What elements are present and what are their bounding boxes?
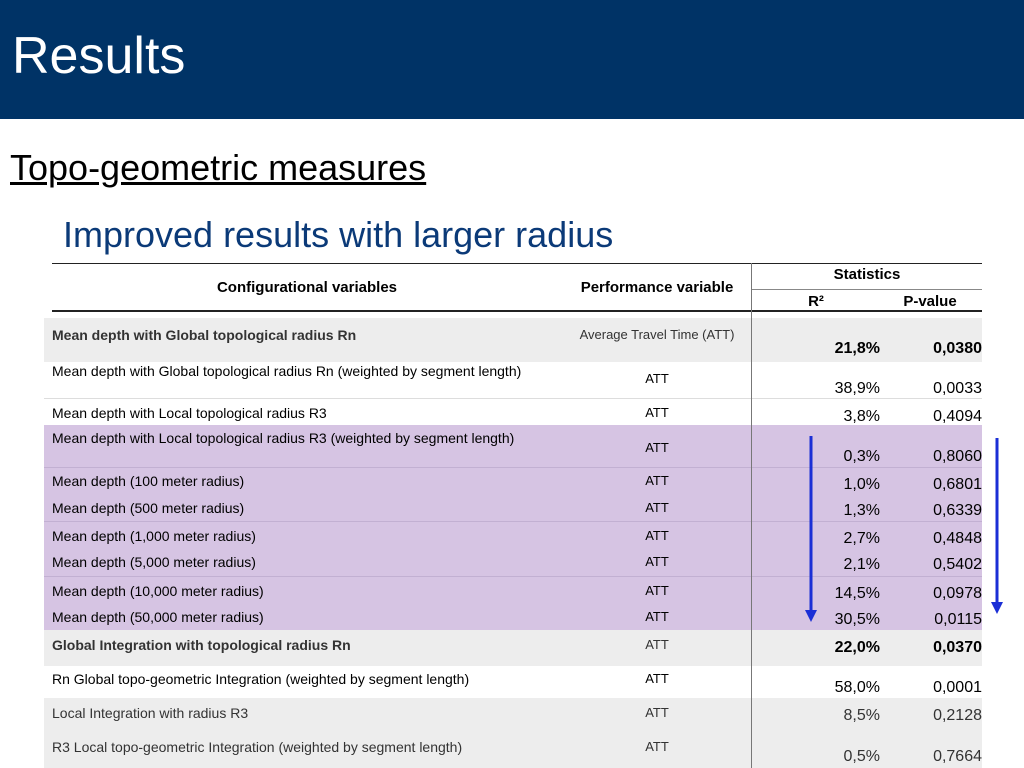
config-cell: Local Integration with radius R3	[52, 705, 249, 721]
r2-cell: 3,8%	[843, 408, 880, 425]
perf-cell: ATT	[645, 583, 669, 598]
r2-cell: 0,5%	[843, 748, 880, 765]
r2-cell: 2,7%	[843, 530, 880, 547]
p-value-cell: 0,0115	[934, 611, 982, 628]
perf-cell: Average Travel Time (ATT)	[579, 327, 735, 342]
config-cell: Mean depth with Local topological radius R3 (weighted by segment length)	[52, 430, 515, 446]
subtitle: Topo-geometric measures	[10, 147, 427, 188]
section-title: Improved results with larger radius	[63, 214, 614, 255]
table-row	[44, 467, 982, 495]
perf-cell: ATT	[645, 440, 669, 455]
perf-cell: ATT	[645, 500, 669, 515]
table-row	[44, 698, 982, 732]
col-p-header: P-value	[903, 293, 957, 310]
table-row	[44, 362, 982, 398]
perf-cell: ATT	[645, 739, 669, 754]
stats-sub-rule	[752, 289, 982, 290]
r2-cell: 8,5%	[843, 707, 880, 724]
p-value-cell: 0,2128	[933, 707, 982, 724]
stats-column-divider	[751, 263, 752, 768]
perf-cell: ATT	[645, 609, 669, 624]
r2-cell: 30,5%	[834, 611, 880, 628]
table-top-rule	[52, 263, 982, 264]
config-cell: Mean depth (1,000 meter radius)	[52, 528, 256, 544]
p-value-cell: 0,7664	[933, 748, 982, 765]
p-value-cell: 0,0370	[933, 639, 982, 656]
down-arrow-r2-head-icon	[805, 610, 817, 622]
r2-cell: 1,3%	[843, 502, 880, 519]
r2-cell: 1,0%	[843, 476, 880, 493]
config-cell: Rn Global topo-geometric Integration (weighted by segment length)	[52, 671, 470, 687]
table-row	[44, 318, 982, 362]
config-cell: Mean depth (5,000 meter radius)	[52, 554, 256, 570]
table-row	[44, 576, 982, 604]
config-cell: R3 Local topo-geometric Integration (weighted by segment length)	[52, 739, 463, 755]
table-row	[44, 548, 982, 576]
table-row	[44, 603, 982, 630]
table-row	[44, 521, 982, 549]
perf-cell: ATT	[645, 528, 669, 543]
config-cell: Mean depth with Global topological radius Rn (weighted by segment length)	[52, 363, 522, 379]
p-value-cell: 0,4094	[933, 408, 982, 425]
config-cell: Mean depth with Local topological radius R3	[52, 405, 327, 421]
p-value-cell: 0,0978	[933, 585, 982, 602]
perf-cell: ATT	[645, 705, 669, 720]
table-row	[44, 494, 982, 521]
config-cell: Mean depth (100 meter radius)	[52, 473, 245, 489]
p-value-cell: 0,4848	[933, 530, 982, 547]
config-cell: Global Integration with topological radius Rn	[52, 637, 351, 653]
col-config-header: Configurational variables	[216, 279, 398, 296]
config-cell: Mean depth with Global topological radius Rn	[52, 327, 357, 343]
r2-cell: 58,0%	[834, 679, 880, 696]
table-row	[44, 666, 982, 698]
p-value-cell: 0,6801	[933, 476, 982, 493]
col-r2-header: R²	[808, 293, 824, 310]
perf-cell: ATT	[645, 371, 669, 386]
header-bottom-rule	[52, 310, 982, 312]
table-row	[44, 425, 982, 467]
r2-cell: 22,0%	[834, 639, 880, 656]
perf-cell: ATT	[645, 671, 669, 686]
p-value-cell: 0,0380	[933, 340, 982, 357]
r2-cell: 14,5%	[834, 585, 880, 602]
r2-cell: 21,8%	[834, 340, 880, 357]
perf-cell: ATT	[645, 554, 669, 569]
p-value-cell: 0,0033	[933, 380, 982, 397]
slide-title: Results	[12, 27, 186, 85]
col-perf-header: Performance variable	[580, 279, 734, 296]
p-value-cell: 0,0001	[933, 679, 982, 696]
config-cell: Mean depth (10,000 meter radius)	[52, 583, 264, 599]
table-row	[44, 732, 982, 768]
config-cell: Mean depth (50,000 meter radius)	[52, 609, 264, 625]
col-stats-header: Statistics	[833, 266, 901, 283]
config-cell: Mean depth (500 meter radius)	[52, 500, 245, 516]
r2-cell: 0,3%	[843, 448, 880, 465]
perf-cell: ATT	[645, 405, 669, 420]
p-value-cell: 0,5402	[933, 556, 982, 573]
r2-cell: 2,1%	[843, 556, 880, 573]
r2-cell: 38,9%	[834, 380, 880, 397]
table-row	[44, 398, 982, 426]
table-row	[44, 630, 982, 666]
perf-cell: ATT	[645, 473, 669, 488]
down-arrow-p-head-icon	[991, 602, 1003, 614]
p-value-cell: 0,6339	[933, 502, 982, 519]
p-value-cell: 0,8060	[933, 448, 982, 465]
perf-cell: ATT	[645, 637, 669, 652]
title-bar	[0, 0, 1024, 119]
